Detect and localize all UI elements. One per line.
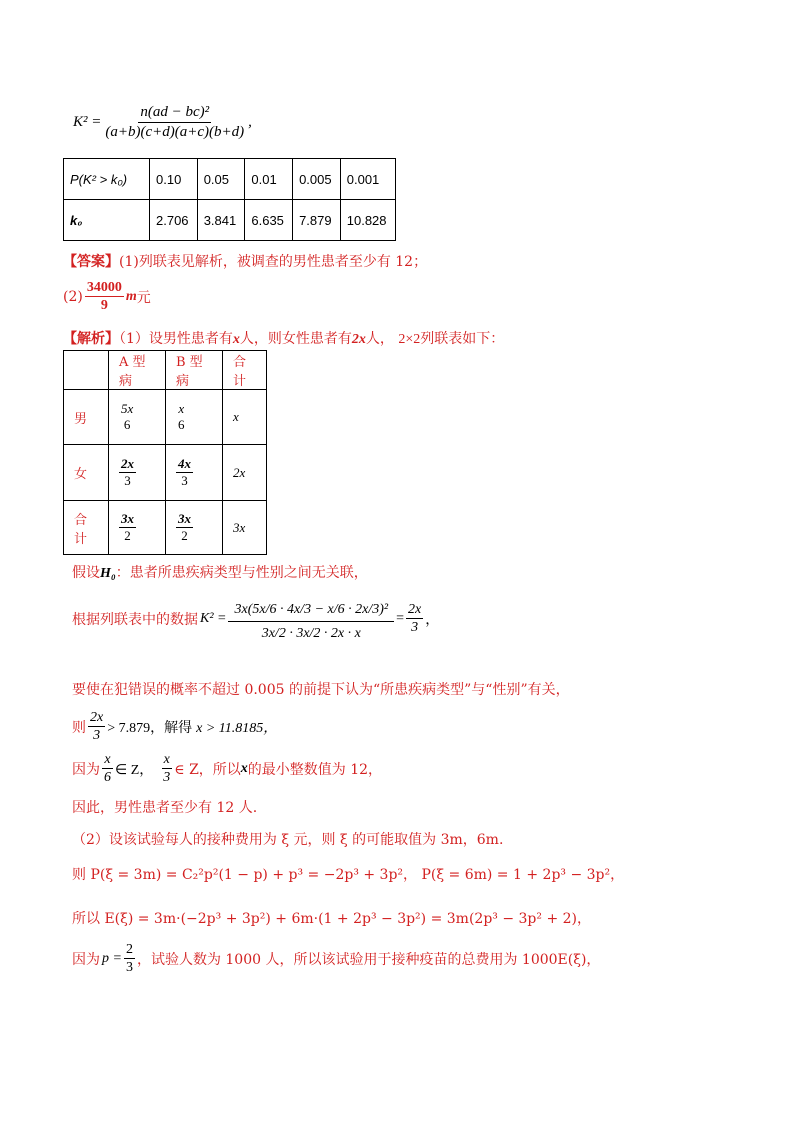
table-row <box>64 501 267 555</box>
table-row <box>64 159 396 200</box>
k2-calc-res-den: 3 <box>411 620 419 636</box>
part2-fraction <box>124 942 135 976</box>
k2-formula-denominator: (a+b)(c+d)(a+c)(b+d) <box>105 123 245 140</box>
k2-formula-numerator: n(ad − bc)² <box>138 104 211 123</box>
table-cell <box>109 501 166 555</box>
answer-fraction-den: 9 <box>100 298 108 314</box>
ineq-num: 2x <box>88 710 105 727</box>
integer-text: ∈ Z， <box>115 762 154 778</box>
k2-calc-lhs: K² = <box>200 610 227 626</box>
analysis-text: 列联表如下： <box>420 331 505 347</box>
k2-calc-line <box>72 596 439 642</box>
answer-line-2 <box>63 280 151 314</box>
table-cell: 3x <box>223 501 267 555</box>
cell-num: 3x <box>176 512 193 528</box>
table-row <box>64 445 267 501</box>
analysis-text: 人，则女性患者有 <box>239 331 352 347</box>
hypothesis-text: 假设 <box>72 565 100 581</box>
integer-fraction-2 <box>161 752 172 786</box>
table-cell: 2x <box>223 445 267 501</box>
hypothesis-var: H₀ <box>100 566 116 581</box>
analysis-var: x <box>232 332 240 347</box>
ineq-text: > 7.879，解得 <box>107 720 193 736</box>
analysis-var: 2x <box>351 332 366 347</box>
k2-calc-eq: = <box>396 610 404 626</box>
k2-calc-num: 3x(5x/6 · 4x/3 − x/6 · 2x/3)² <box>228 596 394 622</box>
table-row <box>64 200 396 241</box>
contingency-table <box>63 350 267 555</box>
integer-var: x <box>240 760 248 776</box>
k2-calc-den: 3x/2 · 3x/2 · 2x · x <box>261 626 361 642</box>
answer-part2-prefix: (2) <box>63 288 83 305</box>
cell-num: x <box>178 400 185 416</box>
k2-formula-fraction <box>103 104 246 140</box>
table-row-label: 合计 <box>64 501 109 555</box>
table-cell <box>109 445 166 501</box>
integer-line <box>72 752 382 786</box>
part2-num: 2 <box>124 942 135 959</box>
table-header-total: 合计 <box>223 351 267 390</box>
answer-unit: 元 <box>136 289 151 306</box>
table-row-label: 男 <box>64 390 109 445</box>
cell-num: 2x <box>119 457 136 473</box>
analysis-intro <box>63 328 504 348</box>
part2-line-4 <box>72 942 600 976</box>
table-cell: 0.001 <box>340 159 395 200</box>
answer-line-1 <box>63 251 427 271</box>
cell-den: 2 <box>181 528 188 543</box>
answer-m: m <box>125 288 137 304</box>
table-cell: 0.10 <box>150 159 198 200</box>
table-cell: x <box>223 390 267 445</box>
cell-den: 6 <box>178 417 185 432</box>
table-cell <box>166 390 223 445</box>
k2-formula-tail: , <box>248 113 252 130</box>
answer-tag: 【答案】 <box>63 254 119 270</box>
table-row-label: 女 <box>64 445 109 501</box>
ineq-text: 则 <box>72 719 86 736</box>
cell-den: 3 <box>181 473 188 488</box>
ineq-result: x > 11.8185， <box>196 720 278 736</box>
answer-fraction-num: 34000 <box>85 280 124 297</box>
hypothesis-line <box>72 562 368 582</box>
part2-var: p = <box>102 950 122 966</box>
ineq-den: 3 <box>93 728 101 744</box>
table-cell: 0.005 <box>293 159 341 200</box>
table-cell: 3.841 <box>197 200 245 241</box>
integer-text: 因为 <box>72 761 100 778</box>
analysis-tag: 【解析】 <box>63 331 119 347</box>
answer-part1: (1)列联表见解析，被调查的男性患者至少有 12； <box>119 254 428 270</box>
table-cell: 0.05 <box>197 159 245 200</box>
table-cell <box>109 390 166 445</box>
conclusion-line: 因此，男性患者至少有 12 人. <box>72 800 258 816</box>
k2-calc-prefix: 根据列联表中的数据 <box>72 611 198 628</box>
table-cell: 2.706 <box>150 200 198 241</box>
part2-text: 因为 <box>72 951 100 968</box>
condition-line: 要使在犯错误的概率不超过 0.005 的前提下认为“所患疾病类型”与“性别”有关， <box>72 682 570 698</box>
k2-calc-res-num: 2x <box>406 602 423 619</box>
table-cell <box>166 501 223 555</box>
table-row <box>64 351 267 390</box>
integer-text: 的最小整数值为 12， <box>247 761 383 778</box>
part2-text: ，试验人数为 1000 人，所以该试验用于接种疫苗的总费用为 1000E(ξ)， <box>136 951 601 968</box>
cell-num: 5x <box>121 400 134 416</box>
part2-line-2: 则 P(ξ = 3m) = C₂²p²(1 − p) + p³ = −2p³ + 3p²， P(ξ = 6m) = 1 + 2p³ − 3p²， <box>72 867 625 883</box>
table-cell: 0.01 <box>245 159 293 200</box>
ineq-fraction <box>88 710 105 744</box>
integer-den: 6 <box>104 770 111 786</box>
k2-formula <box>73 104 252 140</box>
table-row <box>64 390 267 445</box>
k2-calc-tail: ， <box>425 611 440 628</box>
integer-num: x <box>162 752 172 769</box>
integer-fraction-1 <box>102 752 113 786</box>
integer-text: ∈ Z，所以 <box>174 761 241 778</box>
critical-value-table <box>63 158 396 241</box>
cell-den: 2 <box>124 528 131 543</box>
inequality-line <box>72 710 277 744</box>
table-cell: 7.879 <box>293 200 341 241</box>
table-cell: P(K² > k₀) <box>64 159 150 200</box>
integer-num: x <box>102 752 112 769</box>
table-cell: 6.635 <box>245 200 293 241</box>
analysis-var: 2×2 <box>398 332 421 347</box>
part2-line-3: 所以 E(ξ) = 3m·(−2p³ + 3p²) + 6m·(1 + 2p³ − 3p²) = 3m(2p³ − 3p² + 2)， <box>72 911 592 927</box>
cell-num: 4x <box>176 457 193 473</box>
table-header-b: B 型病 <box>166 351 223 390</box>
hypothesis-text: ：患者所患疾病类型与性别之间无关联， <box>115 565 368 581</box>
answer-fraction <box>85 280 124 314</box>
cell-den: 6 <box>123 417 131 432</box>
table-header-a: A 型病 <box>109 351 166 390</box>
cell-den: 3 <box>124 473 131 488</box>
part2-den: 3 <box>125 960 133 976</box>
part2-line-1: （2）设该试验每人的接种费用为 ξ 元，则 ξ 的可能取值为 3m，6m. <box>72 832 504 848</box>
table-cell <box>166 445 223 501</box>
analysis-text: 人， <box>365 331 394 347</box>
table-cell <box>64 351 109 390</box>
k2-formula-lhs: K² = <box>73 113 102 130</box>
table-cell: k₀ <box>64 200 150 241</box>
cell-num: 3x <box>119 512 136 528</box>
k2-calc-result <box>406 602 423 636</box>
table-cell: 10.828 <box>340 200 395 241</box>
k2-calc-fraction <box>228 596 394 642</box>
analysis-text: （1）设男性患者有 <box>119 331 233 347</box>
integer-den: 3 <box>163 770 171 786</box>
